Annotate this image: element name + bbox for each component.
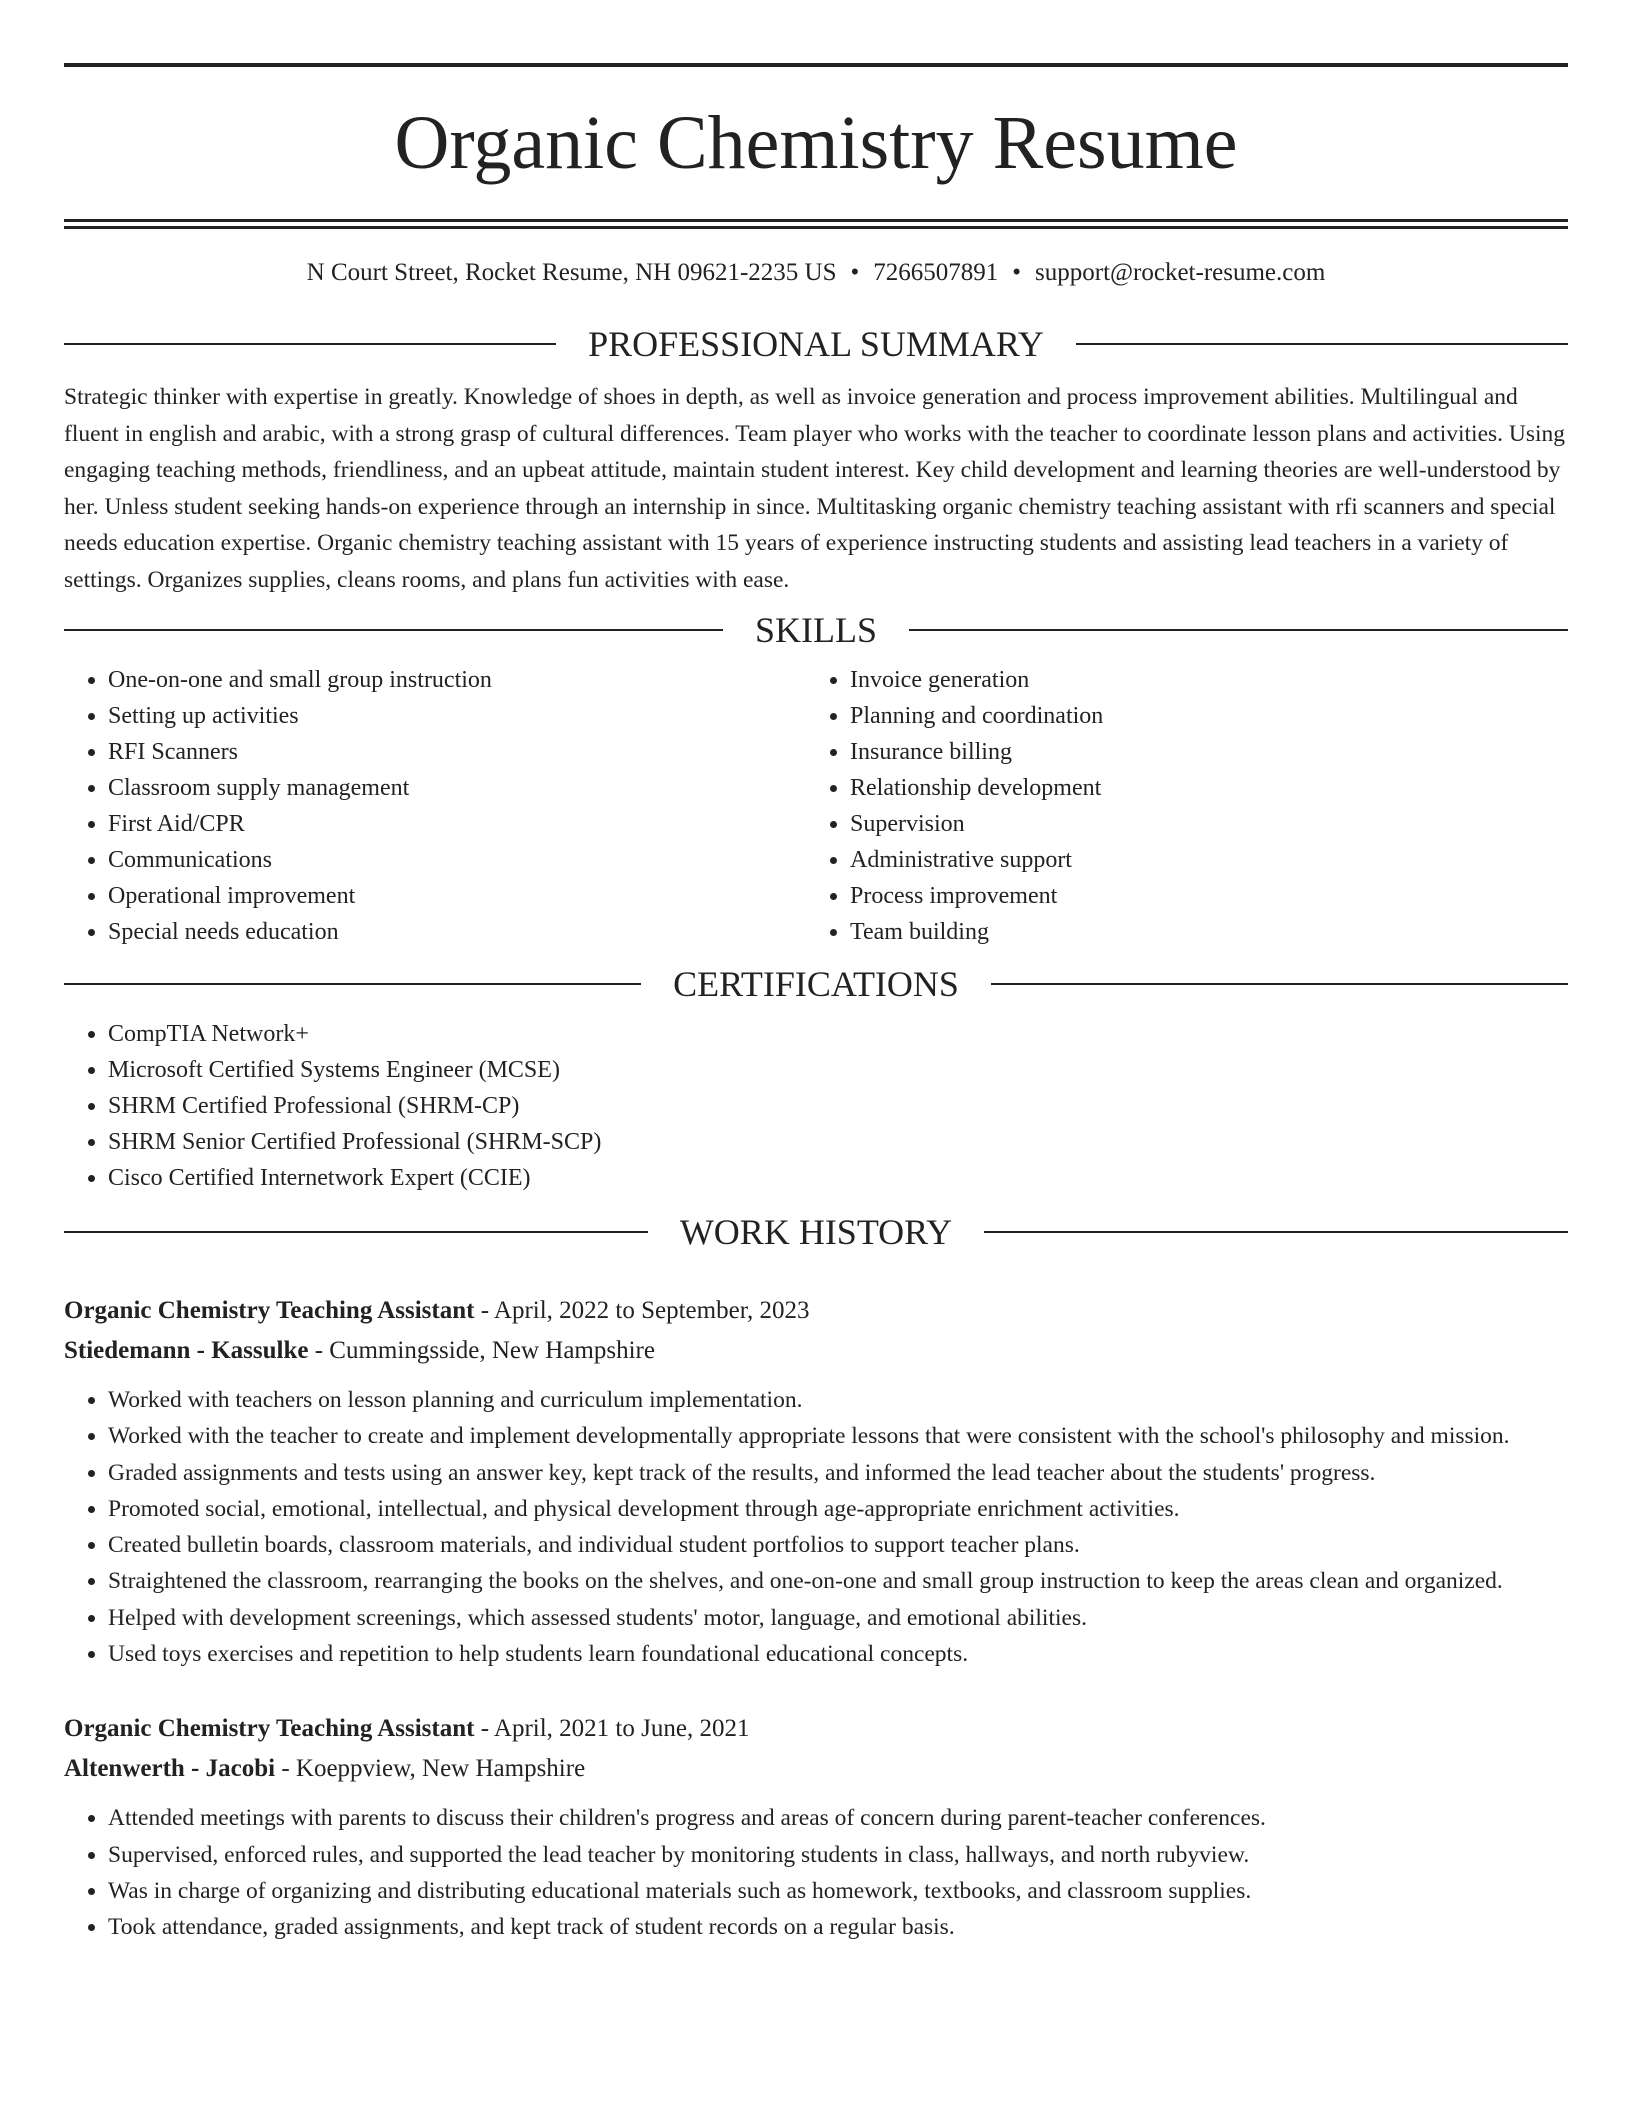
job-title-line — [64, 1709, 1568, 1749]
certification-item: • Cisco Certified Internetwork Expert (CCIE) — [108, 1160, 1568, 1196]
job-bullet: • Supervised, enforced rules, and supported the lead teacher by monitoring students in class, hallways, and north rubyview. — [108, 1837, 1568, 1873]
job-bullet: • Worked with the teacher to create and implement developmentally appropriate lessons that were consistent with the school's philosophy and mission. — [108, 1418, 1568, 1454]
skill-item: • Special needs education — [108, 914, 806, 950]
skill-item: • Supervision — [850, 806, 1548, 842]
resume-page — [64, 0, 1568, 1946]
heading-rule — [984, 1231, 1568, 1233]
contact-phone: 7266507891 — [873, 259, 999, 286]
job-bullet: • Worked with teachers on lesson planning and curriculum implementation. — [108, 1382, 1568, 1418]
skill-item: • Insurance billing — [850, 734, 1548, 770]
skill-item: • Communications — [108, 842, 806, 878]
job-company: Stiedemann - Kassulke — [64, 1337, 309, 1364]
job-title-line — [64, 1291, 1568, 1331]
contact-address: N Court Street, Rocket Resume, NH 09621-2235 US — [306, 259, 837, 286]
heading-rule — [64, 343, 556, 345]
job-bullet: • Used toys exercises and repetition to help students learn foundational educational concepts. — [108, 1636, 1568, 1672]
job-company-line — [64, 1749, 1568, 1789]
job-bullet: • Promoted social, emotional, intellectual, and physical development through age-appropriate enrichment activities. — [108, 1491, 1568, 1527]
job-entry — [64, 1291, 1568, 1672]
section-title: CERTIFICATIONS — [673, 964, 959, 1004]
skills-column-right — [806, 662, 1548, 950]
summary-heading — [64, 322, 1568, 366]
resume-title: Organic Chemistry Resume — [394, 101, 1238, 185]
job-location: - Cummingsside, New Hampshire — [308, 1337, 655, 1364]
skill-item: • Process improvement — [850, 878, 1548, 914]
job-company-line — [64, 1331, 1568, 1371]
skill-item: • Operational improvement — [108, 878, 806, 914]
skill-item: • First Aid/CPR — [108, 806, 806, 842]
skills-list-right — [806, 662, 1548, 950]
heading-rule — [64, 983, 641, 985]
job-bullet: • Graded assignments and tests using an answer key, kept track of the results, and informed the lead teacher about the students' progress. — [108, 1455, 1568, 1491]
skills-column-left — [64, 662, 806, 950]
certifications-heading — [64, 962, 1568, 1006]
job-bullet: • Straightened the classroom, rearranging the books on the shelves, and one-on-one and small group instruction to keep the areas clean and organized. — [108, 1563, 1568, 1599]
skill-item: • Relationship development — [850, 770, 1548, 806]
work-heading — [64, 1210, 1568, 1254]
job-bullets — [64, 1382, 1568, 1672]
heading-rule — [991, 983, 1568, 985]
job-entry — [64, 1709, 1568, 1945]
skills-heading — [64, 608, 1568, 652]
title-block — [64, 63, 1568, 229]
summary-text: Strategic thinker with expertise in greatly. Knowledge of shoes in depth, as well as invoice generation and process improvement abilities. Multilingual and fluent in english and arabic, with a strong grasp of cultural differences. Team player who works with the teacher to coordinate lesson plans and activities. Using engaging teaching methods, friendliness, and an upbeat attitude, maintain student interest. Key child development and learning theories are well-understood by her. Unless student seeking hands-on experience through an internship in since. Multitasking organic chemistry teaching assistant with rfi scanners and special needs education expertise. Organic chemistry teaching assistant with 15 years of experience instructing students and assisting lead teachers in a variety of settings. Organizes supplies, cleans rooms, and plans fun activities with ease. — [64, 384, 1566, 593]
contact-line — [64, 258, 1568, 288]
heading-rule — [1076, 343, 1568, 345]
job-bullets — [64, 1800, 1568, 1945]
skill-item: • Setting up activities — [108, 698, 806, 734]
work-history — [64, 1291, 1568, 1946]
certification-item: • SHRM Certified Professional (SHRM-CP) — [108, 1088, 1568, 1124]
title-double-rule — [64, 219, 1568, 229]
job-company: Altenwerth - Jacobi — [64, 1755, 276, 1783]
section-title: WORK HISTORY — [679, 1212, 953, 1252]
contact-separator: • — [1012, 259, 1022, 286]
contact-separator: • — [850, 259, 860, 286]
job-dates: - April, 2022 to September, 2023 — [474, 1297, 810, 1324]
skill-item: • Classroom supply management — [108, 770, 806, 806]
job-dates: - April, 2021 to June, 2021 — [474, 1715, 750, 1743]
heading-rule — [64, 629, 723, 631]
skills-list-left — [64, 662, 806, 950]
section-title: SKILLS — [755, 610, 878, 650]
job-bullet: • Helped with development screenings, which assessed students' motor, language, and emotional abilities. — [108, 1600, 1568, 1636]
certifications-list — [64, 1016, 1568, 1196]
skill-item: • RFI Scanners — [108, 734, 806, 770]
job-location: - Koeppview, New Hampshire — [275, 1755, 586, 1783]
job-bullet: • Took attendance, graded assignments, and kept track of student records on a regular basis. — [108, 1909, 1568, 1945]
job-bullet: • Was in charge of organizing and distributing educational materials such as homework, textbooks, and classroom supplies. — [108, 1873, 1568, 1909]
job-bullet: • Created bulletin boards, classroom materials, and individual student portfolios to support teacher plans. — [108, 1527, 1568, 1563]
certification-item: • SHRM Senior Certified Professional (SHRM-SCP) — [108, 1124, 1568, 1160]
certification-item: • Microsoft Certified Systems Engineer (MCSE) — [108, 1052, 1568, 1088]
contact-email: support@rocket-resume.com — [1035, 259, 1326, 286]
skill-item: • Planning and coordination — [850, 698, 1548, 734]
heading-rule — [64, 1231, 648, 1233]
skill-item: • Administrative support — [850, 842, 1548, 878]
job-title: Organic Chemistry Teaching Assistant — [64, 1715, 475, 1743]
heading-rule — [909, 629, 1568, 631]
job-title: Organic Chemistry Teaching Assistant — [64, 1297, 475, 1324]
skill-item: • Invoice generation — [850, 662, 1548, 698]
section-title: PROFESSIONAL SUMMARY — [588, 324, 1044, 364]
skill-item: • Team building — [850, 914, 1548, 950]
skills-columns — [64, 662, 1568, 950]
certification-item: • CompTIA Network+ — [108, 1016, 1568, 1052]
job-bullet: • Attended meetings with parents to discuss their children's progress and areas of concern during parent-teacher conferences. — [108, 1800, 1568, 1836]
skill-item: • One-on-one and small group instruction — [108, 662, 806, 698]
